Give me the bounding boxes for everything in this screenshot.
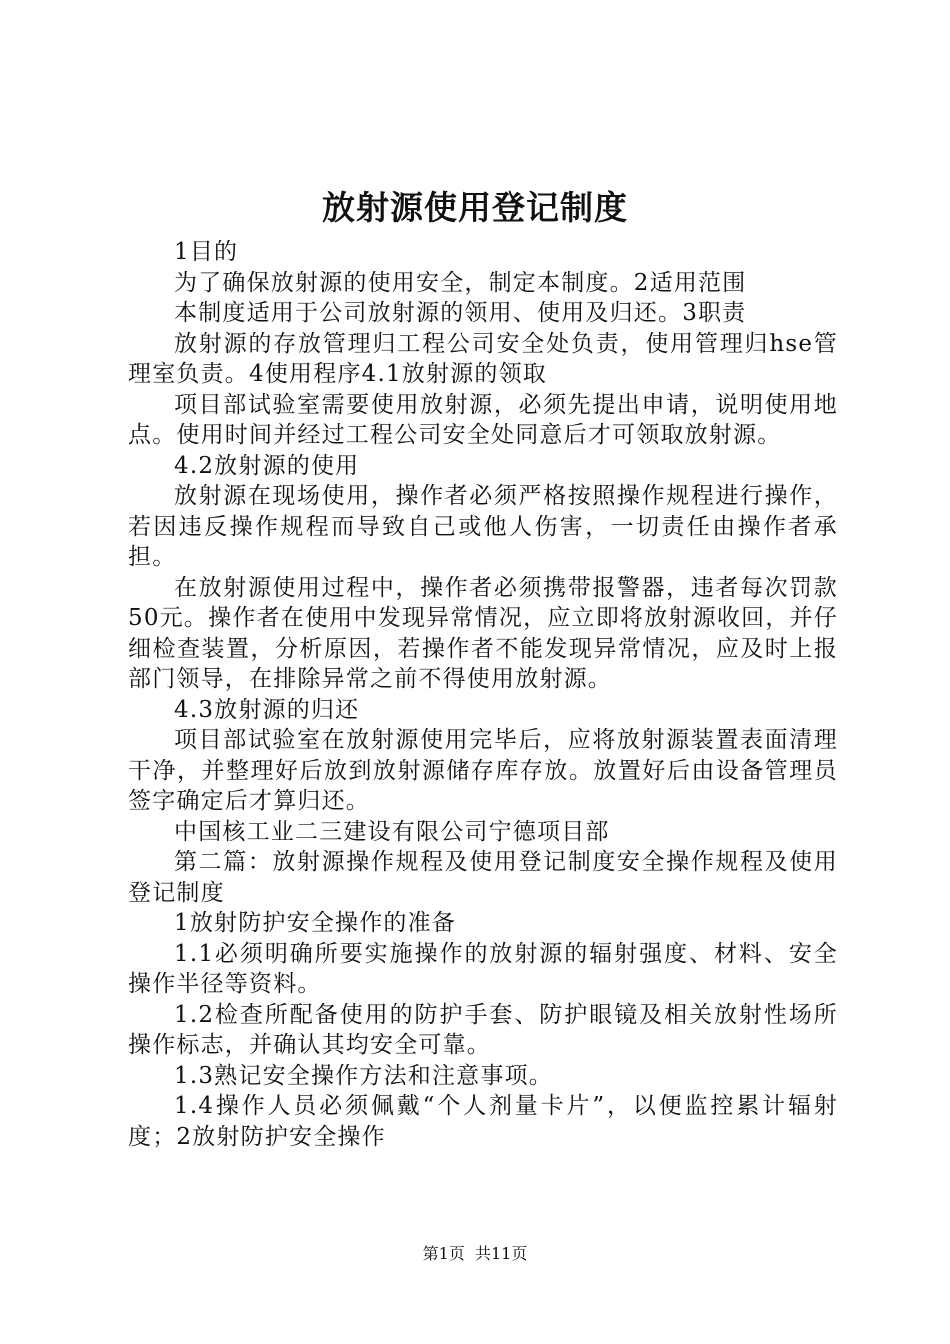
paragraph-1: 1目的: [174, 239, 239, 265]
paragraph-8: 在放射源使用过程中，操作者必须携带报警器，违者每次罚款50元。操作者在使用中发现异常情况，应立即将放射源收回，并仔细检查装置，分析原因，若操作者不能发现异常情况，应及时上报部门领导，在排除异常之前不得使用放射源。: [128, 574, 838, 692]
paragraph-15: 1.2检查所配备使用的防护手套、防护眼镜及相关放射性场所操作标志，并确认其均安全可靠。: [128, 1001, 838, 1058]
document-body: [128, 237, 838, 1152]
paragraph-4: 放射源的存放管理归工程公司安全处负责，使用管理归hse管理室负责。4使用程序4.1放射源的领取: [128, 330, 838, 387]
paragraph-3: 本制度适用于公司放射源的领用、使用及归还。3职责: [174, 300, 747, 326]
paragraph-5: 项目部试验室需要使用放射源，必须先提出申请，说明使用地点。使用时间并经过工程公司安全处同意后才可领取放射源。: [128, 391, 838, 448]
paragraph-16: 1.3熟记安全操作方法和注意事项。: [174, 1062, 553, 1089]
paragraph-7: 放射源在现场使用，操作者必须严格按照操作规程进行操作，若因违反操作规程而导致自己或他人伤害，一切责任由操作者承担。: [128, 483, 838, 570]
paragraph-9: 4.3放射源的归还: [174, 696, 360, 723]
paragraph-13: 1放射防护安全操作的准备: [174, 910, 457, 936]
document-title: 放射源使用登记制度: [322, 188, 628, 227]
paragraph-14: 1.1必须明确所要实施操作的放射源的辐射强度、材料、安全操作半径等资料。: [128, 940, 838, 997]
paragraph-17: 1.4操作人员必须佩戴“个人剂量卡片”，以便监控累计辐射度；2放射防护安全操作: [128, 1093, 838, 1150]
page-footer: 第1页 共11页: [422, 1244, 528, 1263]
paragraph-11: 中国核工业二三建设有限公司宁德项目部: [174, 818, 610, 845]
paragraph-12: 第二篇：放射源操作规程及使用登记制度安全操作规程及使用登记制度: [128, 849, 838, 906]
paragraph-6: 4.2放射源的使用: [174, 452, 360, 479]
paragraph-2: 为了确保放射源的使用安全，制定本制度。2适用范围: [174, 269, 747, 296]
paragraph-10: 项目部试验室在放射源使用完毕后，应将放射源装置表面清理干净，并整理好后放到放射源储存库存放。放置好后由设备管理员签字确定后才算归还。: [128, 727, 838, 814]
